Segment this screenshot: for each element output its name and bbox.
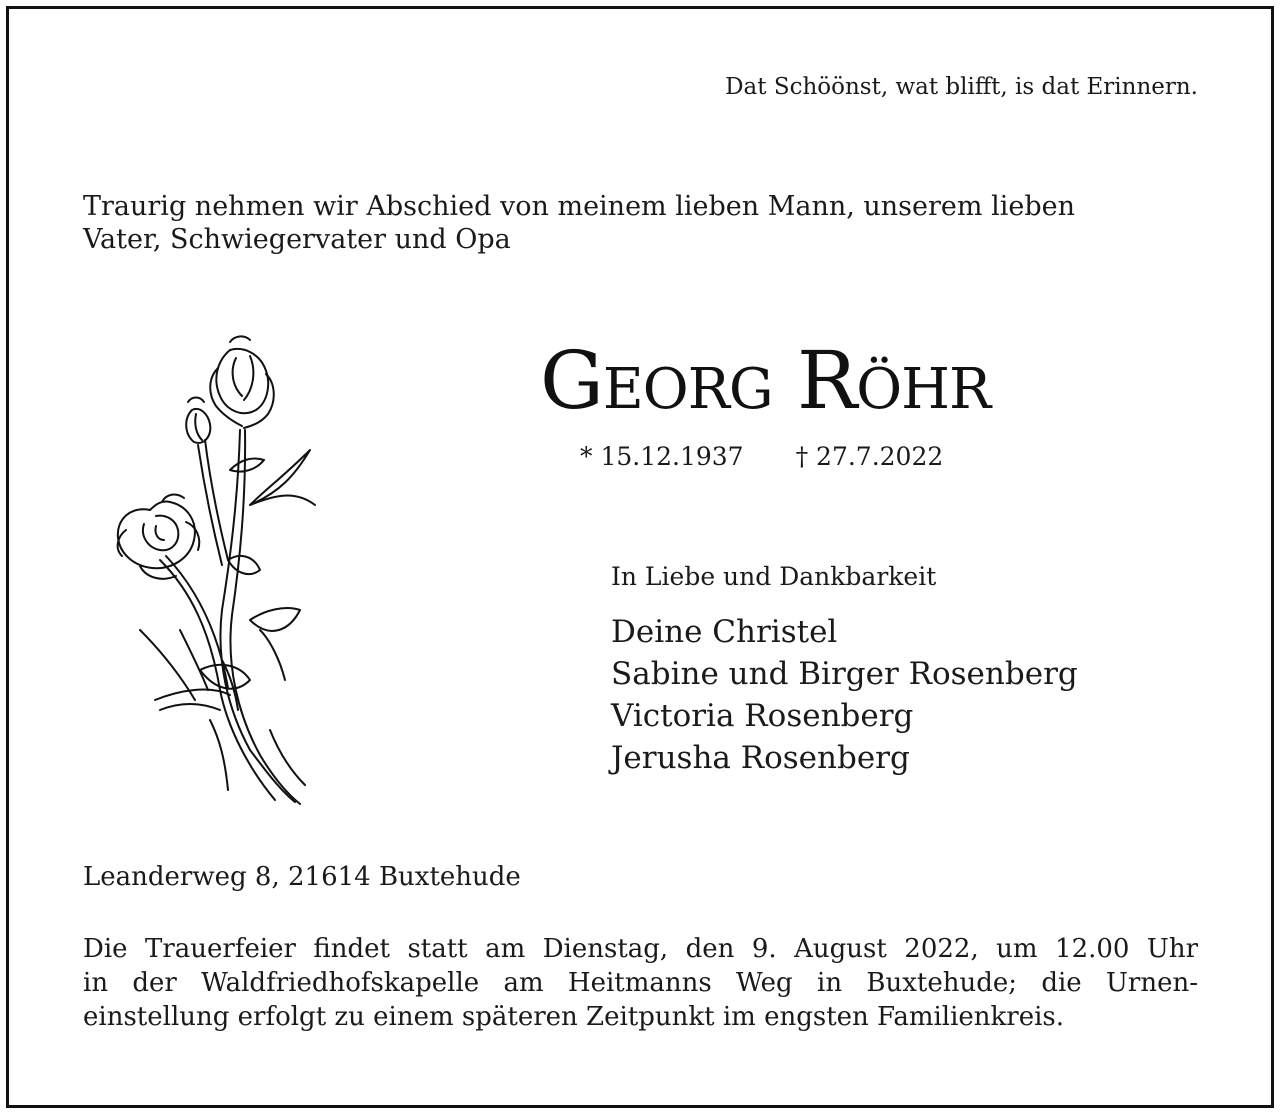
ceremony-line-2: in der Waldfriedhofskapelle am Heitmanns Weg in Buxtehude; die Urnen-	[83, 968, 1198, 998]
family-address: Leanderweg 8, 21614 Buxtehude	[83, 862, 521, 892]
ceremony-line-1: Die Trauerfeier findet statt am Dienstag, den 9. August 2022, um 12.00 Uhr	[83, 934, 1198, 964]
mourner-name: Jerusha Rosenberg	[611, 740, 910, 776]
mourner-name: Deine Christel	[611, 614, 838, 650]
rose-illustration	[100, 330, 340, 810]
deceased-name: Georg Röhr	[540, 334, 991, 427]
mourner-name: Sabine und Birger Rosenberg	[611, 656, 1078, 692]
gratitude-line: In Liebe und Dankbarkeit	[611, 562, 937, 591]
ceremony-line-3: einstellung erfolgt zu einem späteren Zeitpunkt im engsten Familienkreis.	[83, 1002, 1065, 1032]
intro-text	[83, 190, 1193, 256]
mourners-list	[611, 611, 1078, 779]
mourner-name: Victoria Rosenberg	[611, 698, 914, 734]
intro-line-2: Vater, Schwiegervater und Opa	[83, 224, 511, 255]
life-dates	[580, 442, 943, 471]
motto-quote: Dat Schöönst, wat blifft, is dat Erinnern.	[725, 74, 1198, 100]
death-date: † 27.7.2022	[795, 442, 944, 471]
intro-line-1: Traurig nehmen wir Abschied von meinem lieben Mann, unserem lieben	[83, 191, 1075, 222]
ceremony-details	[83, 932, 1198, 1034]
birth-date: * 15.12.1937	[580, 442, 744, 471]
